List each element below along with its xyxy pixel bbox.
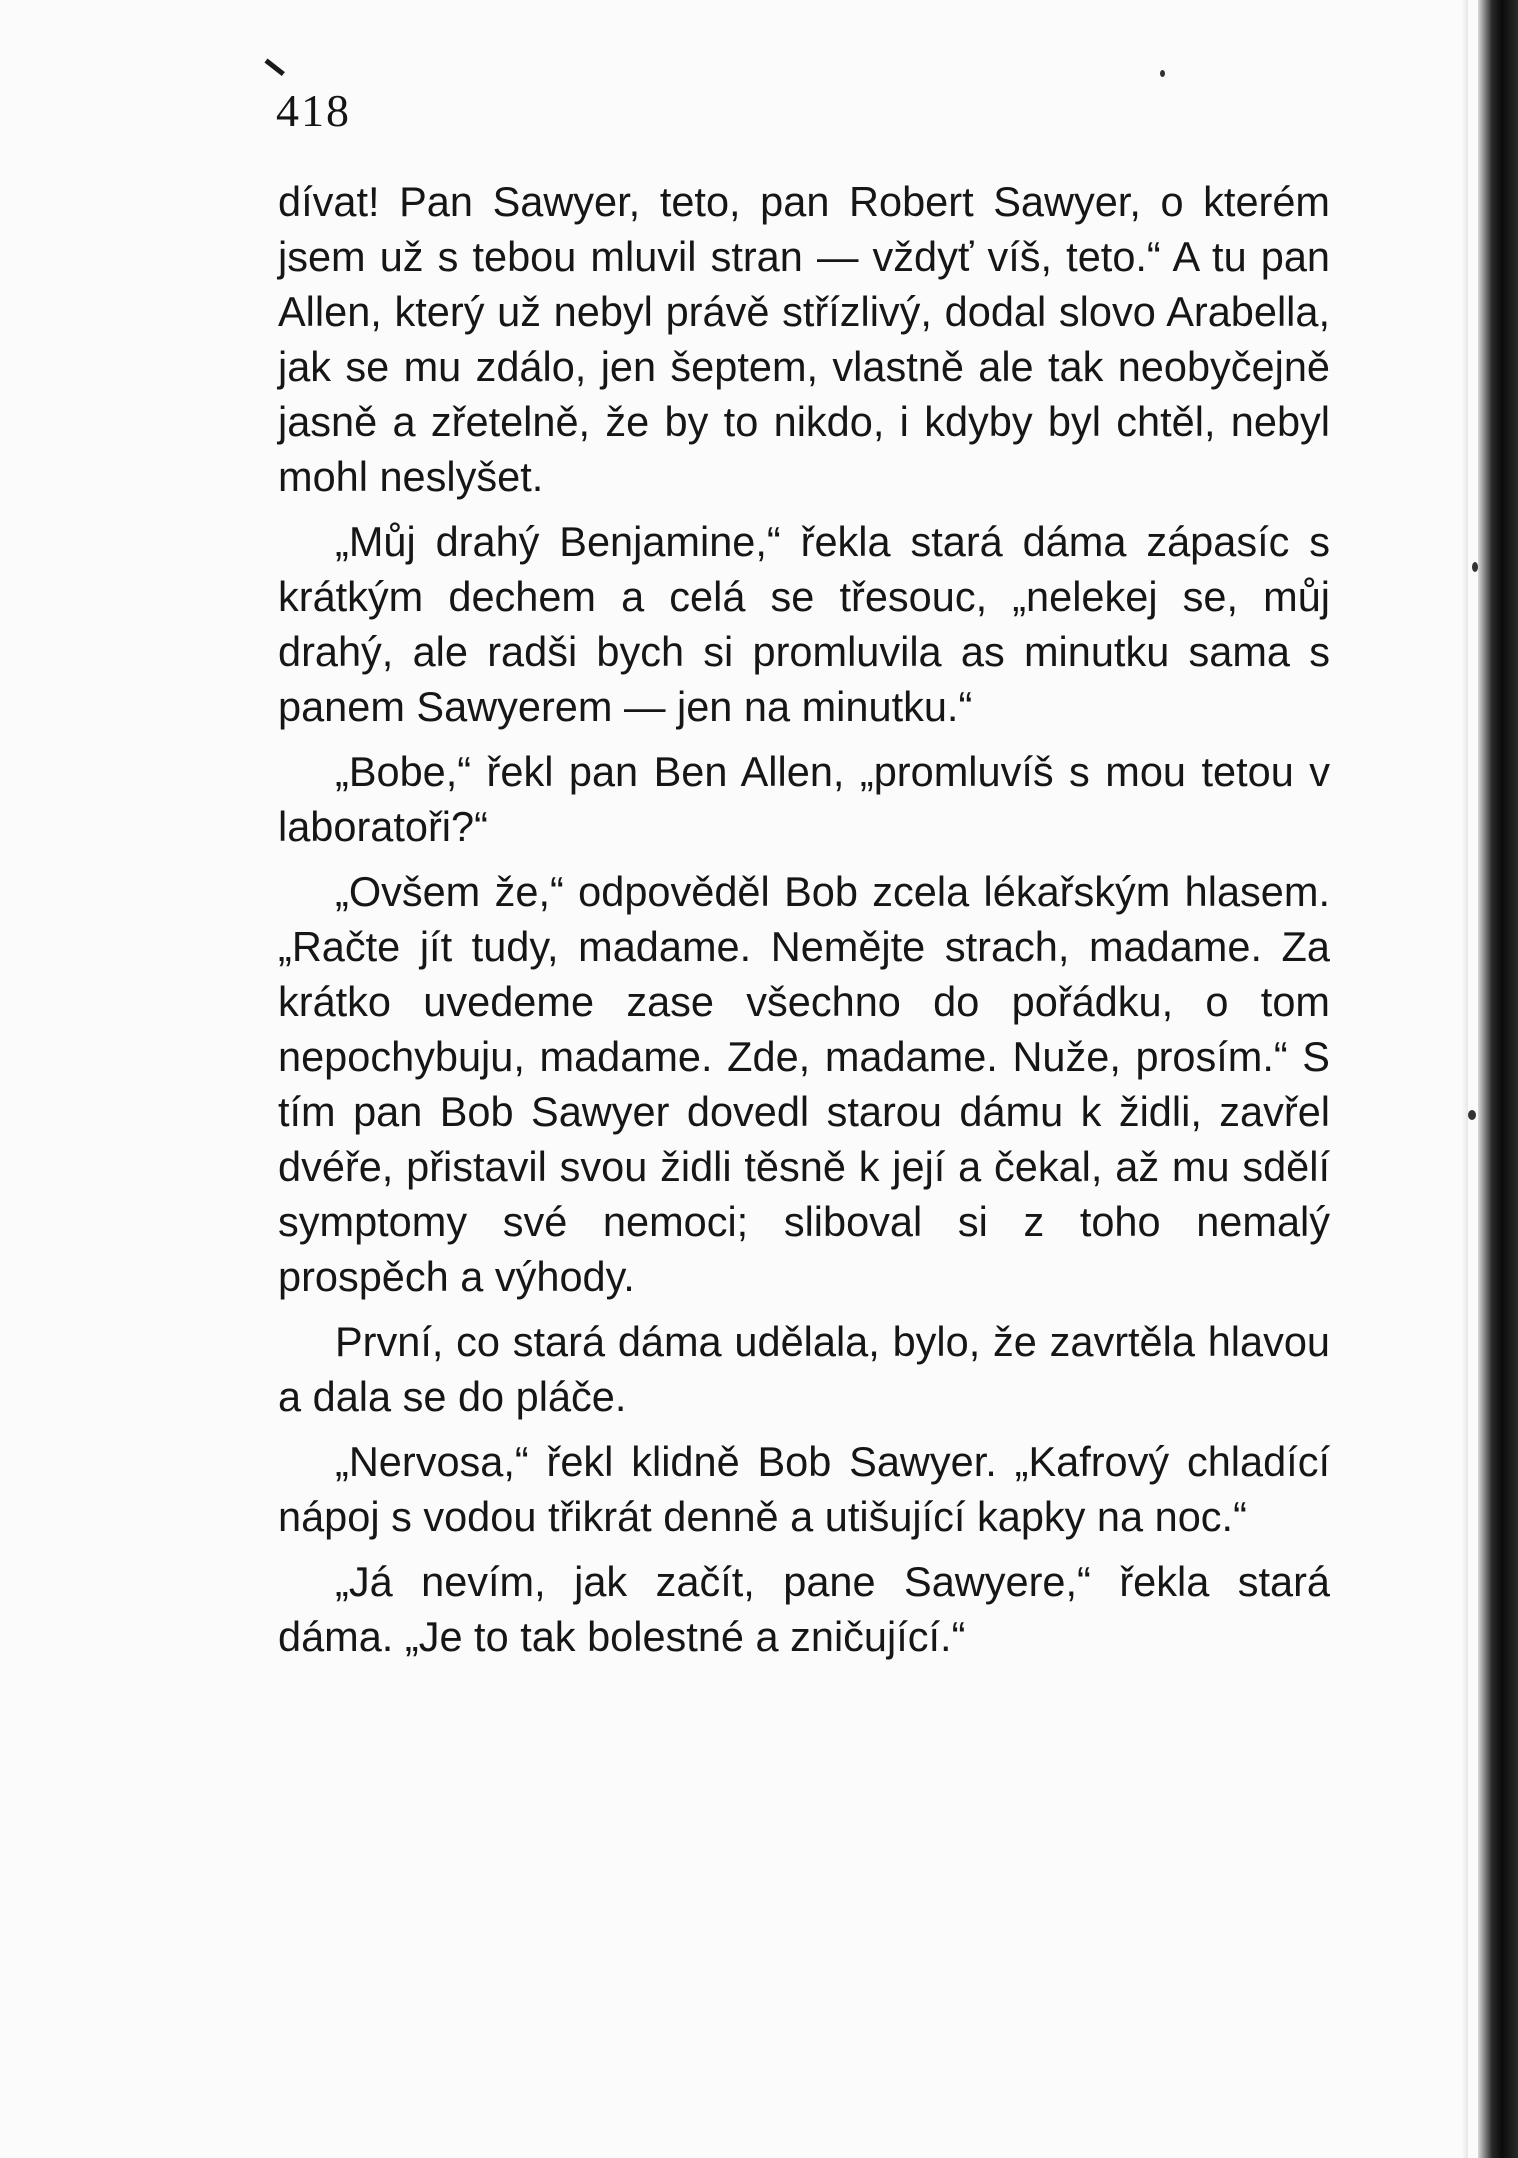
paragraph: „Já nevím, jak začít, pane Sawyere,“ řekla stará dáma. „Je to tak bolestné a zničující.“ — [278, 1558, 1330, 1660]
printer-tick-mark — [264, 59, 284, 76]
paragraph: „Nervosa,“ řekl klidně Bob Sawyer. „Kafrový chladící nápoj s vodou třikrát denně a utišující kapky na noc.“ — [278, 1438, 1330, 1540]
paragraph: „Ovšem že,“ odpověděl Bob zcela lékařským hlasem. „Račte jít tudy, madame. Nemějte strach, madame. Za krátko uvedeme zase všechno do pořádku, o tom nepochybuju, madame. Zde, madame. Nuže, prosím.“ S tím pan Bob Sawyer dovedl starou dámu k židli, zavřel dvéře, přistavil svou židli těsně k její a čekal, až mu sdělí symptomy své nemoci; sliboval si z toho nemalý prospěch a výhody. — [278, 868, 1330, 1300]
paragraph: „Bobe,“ řekl pan Ben Allen, „promluvíš s mou tetou v laboratoři?“ — [278, 748, 1330, 850]
book-binding-shadow — [1478, 0, 1518, 2158]
text-body — [278, 174, 1330, 1664]
ink-speck — [1160, 70, 1165, 77]
paragraph: První, co stará dáma udělala, bylo, že zavrtěla hlavou a dala se do pláče. — [278, 1318, 1330, 1420]
paragraph: dívat! Pan Sawyer, teto, pan Robert Sawyer, o kterém jsem už s tebou mluvil stran — vždyť víš, teto.“ A tu pan Allen, který už nebyl právě střízlivý, dodal slovo Arabella, jak se mu zdálo, jen šeptem, vlastně ale tak neobyčejně jasně a zřetelně, že by to nikdo, i kdyby byl chtěl, nebyl mohl neslyšet. — [278, 178, 1330, 500]
page-number: 418 — [276, 85, 351, 136]
paragraph: „Můj drahý Benjamine,“ řekla stará dáma zápasíc s krátkým dechem a celá se třesouc, „nelekej se, můj drahý, ale radši bych si promluvila as minutku sama s panem Sawyerem — jen na minutku.“ — [278, 518, 1330, 730]
page-edge — [1462, 0, 1468, 2158]
ink-speck — [1468, 1110, 1476, 1120]
